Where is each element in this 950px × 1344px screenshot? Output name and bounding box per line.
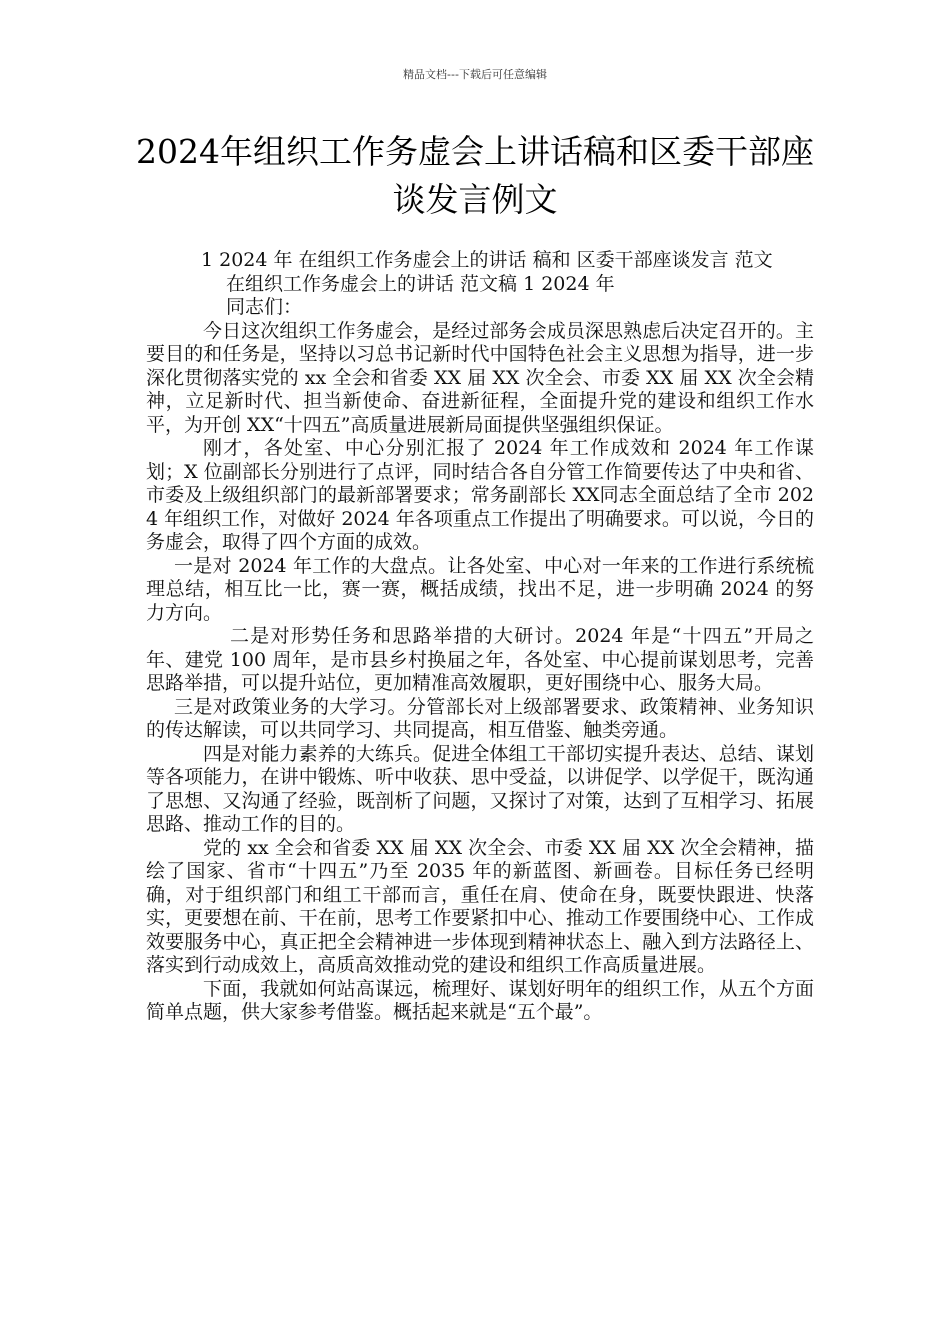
paragraph-plenary: 党的 xx 全会和省委 XX 届 XX 次全会、市委 XX 届 XX 次全会精神，描绘了国家、省市“十四五”乃至 2035 年的新蓝图、新画卷。目标任务已经明确，对于组织部门和组工干部而言，重任在肩、使命在身，既要快跟进、快落实，更要想在前、干在前，思考工作要紧扣中心、推动工作要围绕中心、工作成效要服务中心，真正把全会精神进一步体现到精神状态上、融入到方法路径上、落实到行动成效上，高质高效推动党的建设和组织工作高质量进展。 [146,836,814,976]
paragraph-intro: 今日这次组织工作务虚会，是经过部务会成员深思熟虑后决定召开的。主要目的和任务是，坚持以习总书记新时代中国特色社会主义思想为指导，进一步深化贯彻落实党的 xx 全会和省委 XX 届 XX 次全会、市委 XX 届 XX 次全会精神，立足新时代、担当新使命、奋进新征程，全面提升党的建设和组织工作水平，为开创 XX“十四五”高质量进展新局面提供坚强组织保证。 [146,319,814,436]
paragraph-next: 下面，我就如何站高谋远，梳理好、谋划好明年的组织工作，从五个方面简单点题，供大家参考借鉴。概括起来就是“五个最”。 [146,977,814,1023]
paragraph-point-four: 四是对能力素养的大练兵。促进全体组工干部切实提升表达、总结、谋划等各项能力，在讲中锻炼、听中收获、思中受益，以讲促学、以学促干，既沟通了思想、又沟通了经验，既剖析了问题，又探讨了对策，达到了互相学习、拓展思路、推动工作的目的。 [146,742,814,835]
paragraph-salutation: 同志们： [226,296,303,318]
paragraph-subtitle: 1 2024 年 在组织工作务虚会上的讲话 稿和 区委干部座谈发言 范文 [201,249,773,271]
document-body [146,249,814,1025]
paragraph-review: 刚才，各处室、中心分别汇报了 2024 年工作成效和 2024 年工作谋划；X 位副部长分别进行了点评，同时结合各自分管工作简要传达了中央和省、市委及上级组织部门的最新部署要求；常务副部长 XX同志全面总结了全市 2024 年组织工作，对做好 2024 年各项重点工作提出了明确要求。可以说，今日的务虚会，取得了四个方面的成效。 [146,437,814,553]
paragraph-point-two: 二是对形势任务和思路举措的大研讨。2024 年是“十四五”开局之年、建党 100 周年，是市县乡村换届之年，各处室、中心提前谋划思考，完善思路举措，可以提升站位，更加精准高效履职，更好围绕中心、服务大局。 [146,625,814,694]
paragraph-point-one: 一是对 2024 年工作的大盘点。让各处室、中心对一年来的工作进行系统梳理总结，相互比一比，赛一赛，概括成绩，找出不足，进一步明确 2024 的努力方向。 [146,554,814,624]
paragraph-point-three: 三是对政策业务的大学习。分管部长对上级部署要求、政策精神、业务知识的传达解读，可以共同学习、共同提高，相互借鉴、触类旁通。 [146,695,814,741]
page-header-note: 精品文档---下载后可任意编辑 [403,68,547,81]
document-title: 2024年组织工作务虚会上讲话稿和区委干部座谈发言例文 [136,132,814,219]
paragraph-speech-heading: 在组织工作务虚会上的讲话 范文稿 1 2024 年 [226,272,615,295]
